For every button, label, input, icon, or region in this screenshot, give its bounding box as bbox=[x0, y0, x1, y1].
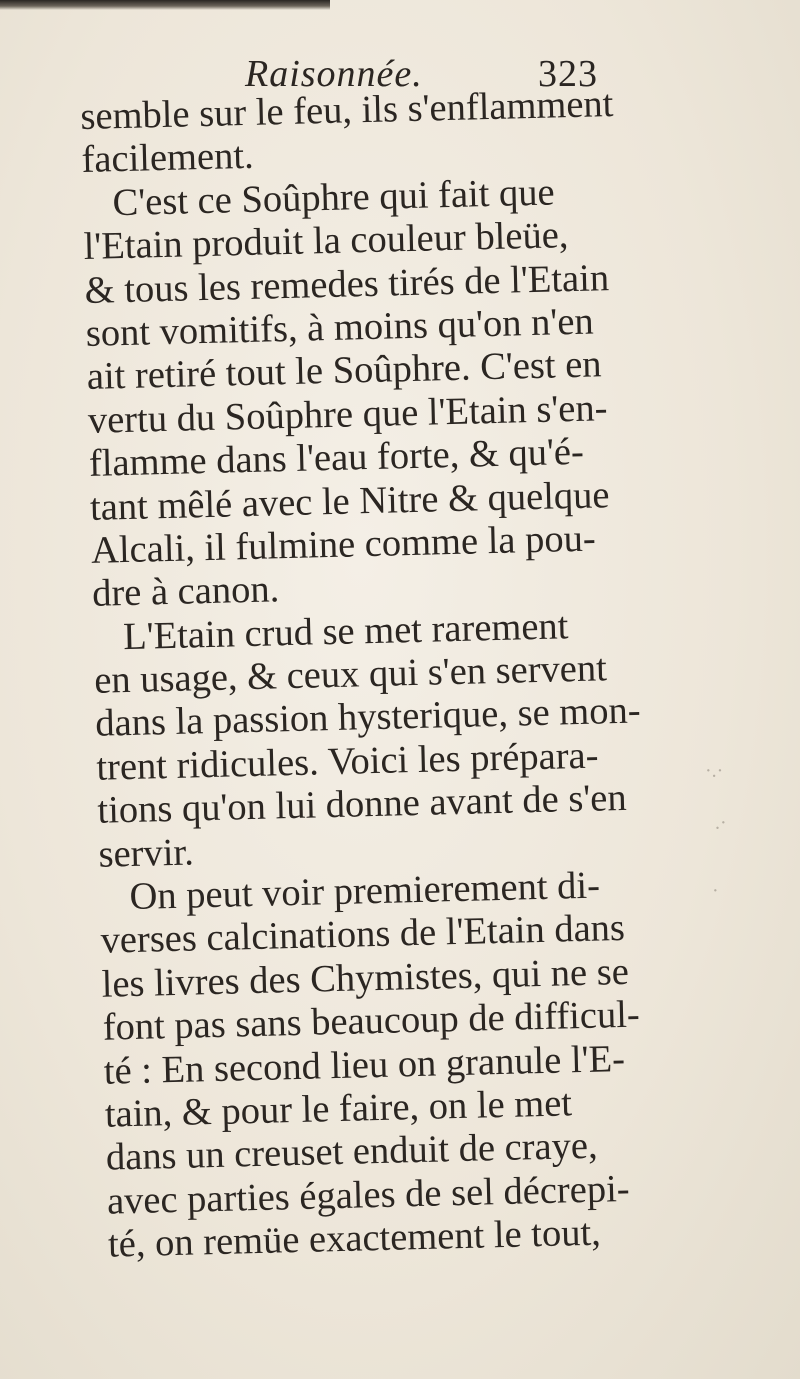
text-line: semble sur le feu, ils s'enflamment bbox=[80, 82, 614, 138]
text-line: & tous les remedes tirés de l'Etain bbox=[84, 256, 610, 312]
text-line: tain, & pour le faire, on le met bbox=[104, 1082, 573, 1136]
text-line: ait retiré tout le Soûphre. C'est en bbox=[86, 343, 603, 399]
text-line: dans un creuset enduit de craye, bbox=[105, 1125, 599, 1180]
text-line: servir. bbox=[98, 831, 195, 876]
text-line: té : En second lieu on granule l'E- bbox=[103, 1037, 626, 1093]
text-line: verses calcinations de l'Etain dans bbox=[100, 907, 626, 963]
text-line: vertu du Soûphre que l'Etain s'en- bbox=[87, 386, 608, 442]
text-line: font pas sans beaucoup de difficul- bbox=[102, 993, 641, 1049]
text-line: L'Etain crud se met rarement bbox=[122, 604, 569, 658]
bleed-through-mark: ·.· bbox=[705, 760, 724, 782]
text-line: dans la passion hysterique, se mon- bbox=[94, 689, 642, 746]
text-line: facilement. bbox=[81, 135, 255, 182]
bleed-through-mark: .· bbox=[715, 812, 727, 834]
text-line: dre à canon. bbox=[91, 568, 280, 616]
text-line: tions qu'on lui donne avant de s'en bbox=[96, 777, 628, 833]
text-line: flamme dans l'eau forte, & qu'é- bbox=[88, 430, 585, 486]
text-line: té, on remüe exactement le tout, bbox=[107, 1211, 602, 1266]
body-text bbox=[80, 82, 668, 1267]
bleed-through-mark: · bbox=[712, 880, 719, 902]
text-line: avec parties égales de sel décrepi- bbox=[106, 1167, 631, 1223]
text-line: On peut voir premierement di- bbox=[129, 864, 601, 919]
text-line: en usage, & ceux qui s'en servent bbox=[93, 647, 608, 702]
text-line: sont vomitifs, à moins qu'on n'en bbox=[85, 300, 595, 355]
text-line: l'Etain produit la couleur bleüe, bbox=[83, 214, 569, 269]
page-top-shadow bbox=[0, 0, 330, 10]
text-line: C'est ce Soûphre qui fait que bbox=[112, 171, 556, 225]
text-line: les livres des Chymistes, qui ne se bbox=[101, 950, 630, 1006]
page-number: 323 bbox=[538, 53, 598, 95]
text-line: Alcali, il fulmine comme la pou- bbox=[90, 517, 597, 572]
text-line: trent ridicules. Voici les prépara- bbox=[95, 734, 599, 789]
running-title: Raisonnée. bbox=[245, 53, 423, 95]
text-line: tant mêlé avec le Nitre & quelque bbox=[89, 473, 610, 529]
